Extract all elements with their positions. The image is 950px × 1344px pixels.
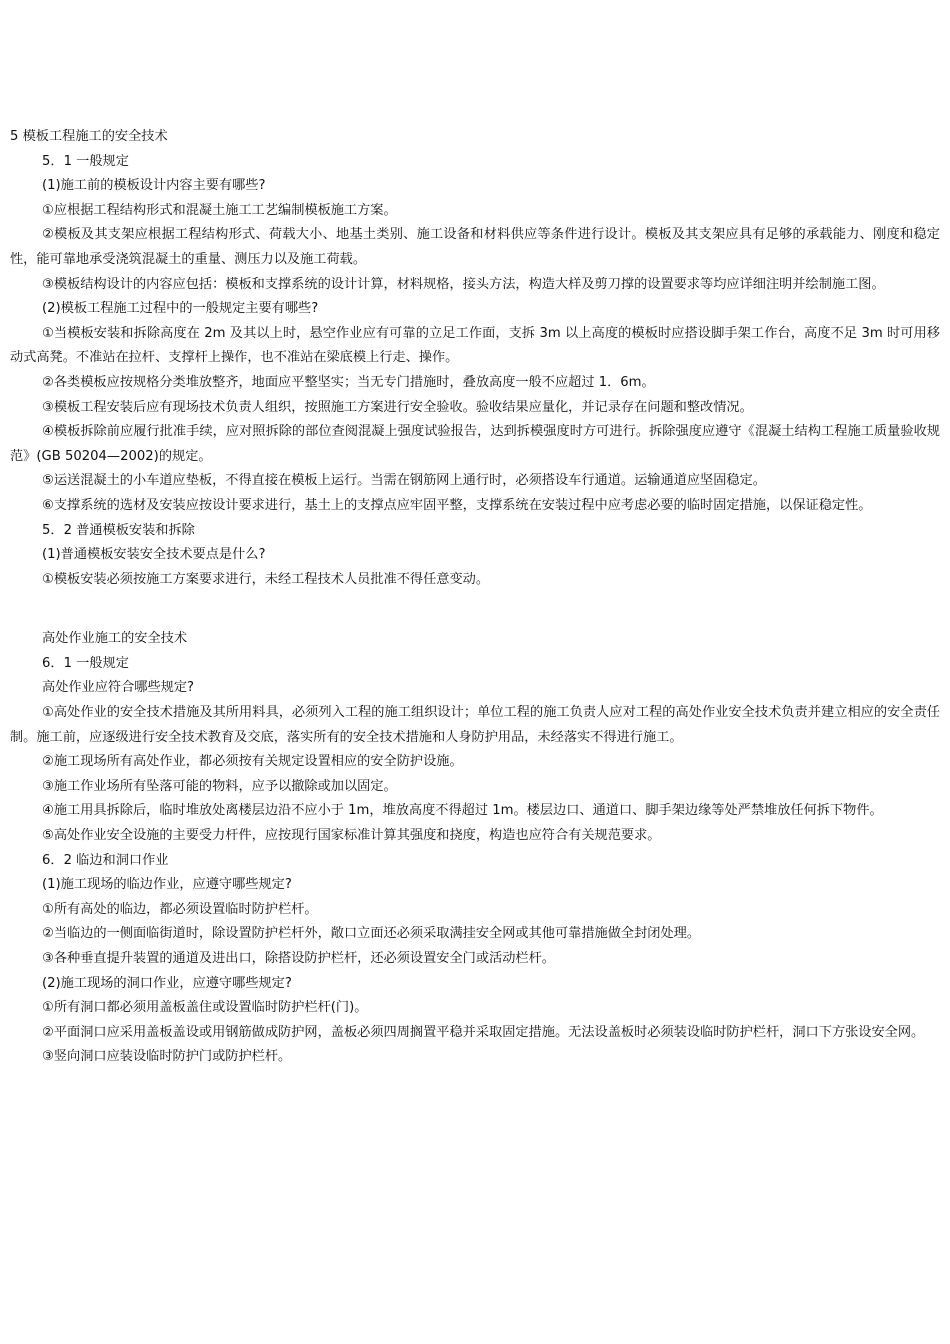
answer-item: ②施工现场所有高处作业，都必须按有关规定设置相应的安全防护设施。 bbox=[42, 754, 463, 770]
answer-item: ③竖向洞口应装设临时防护门或防护栏杆。 bbox=[42, 1049, 292, 1065]
question-6-2-1: (1)施工现场的临边作业，应遵守哪些规定? bbox=[42, 877, 292, 893]
section-5-1-heading: 5．1 一般规定 bbox=[42, 153, 129, 169]
document-page bbox=[10, 125, 940, 1070]
section-6-2-heading: 6．2 临边和洞口作业 bbox=[42, 852, 169, 868]
answer-item: ③施工作业场所有坠落可能的物料，应予以撤除或加以固定。 bbox=[42, 778, 397, 794]
answer-item: ④模板拆除前应履行批准手续，应对照拆除的部位查阅混凝上强度试验报告，达到拆模强度时方可进行。拆除强度应遵守《混凝土结构工程施工质量验收规范》(GB 50204—2002)的规定。 bbox=[10, 424, 940, 464]
section-6-1-heading: 6．1 一般规定 bbox=[42, 655, 129, 671]
answer-item: ①高处作业的安全技术措施及其所用料具，必须列入工程的施工组织设计；单位工程的施工负责人应对工程的高处作业安全技术负责并建立相应的安全责任制。施工前，应逐级进行安全技术教育及交底，落实所有的安全技术措施和人身防护用品，未经落实不得进行施工。 bbox=[10, 705, 940, 745]
answer-item: ①所有洞口都必须用盖板盖住或设置临时防护栏杆(门)。 bbox=[42, 1000, 368, 1016]
question-6-1: 高处作业应符合哪些规定? bbox=[42, 680, 195, 696]
question-5-1-2: (2)模板工程施工过程中的一般规定主要有哪些? bbox=[42, 301, 319, 317]
answer-item: ⑥支撑系统的选材及安装应按设计要求进行，基土上的支撑点应牢固平整，支撑系统在安装过程中应考虑必要的临时固定措施，以保证稳定性。 bbox=[42, 497, 872, 513]
answer-item: ②模板及其支架应根据工程结构形式、荷载大小、地基土类别、施工设备和材料供应等条件进行设计。模板及其支架应具有足够的承载能力、刚度和稳定性，能可靠地承受浇筑混凝土的重量、测压力以及施工荷载。 bbox=[10, 227, 940, 267]
answer-item: ⑤高处作业安全设施的主要受力杆件，应按现行国家标准计算其强度和挠度，构造也应符合有关规范要求。 bbox=[42, 828, 661, 844]
question-5-1-1: (1)施工前的模板设计内容主要有哪些? bbox=[42, 178, 266, 194]
question-5-2-1: (1)普通模板安装安全技术要点是什么? bbox=[42, 547, 266, 563]
answer-item: ⑤运送混凝土的小车道应垫板，不得直接在模板上运行。当需在钢筋网上通行时，必须搭设车行通道。运输通道应坚固稳定。 bbox=[42, 473, 766, 489]
answer-item: ①应根据工程结构形式和混凝土施工工艺编制模板施工方案。 bbox=[42, 202, 397, 218]
section-gap bbox=[10, 592, 940, 627]
answer-item: ②当临边的一侧面临街道时，除设置防护栏杆外，敞口立面还必须采取满挂安全网或其他可靠措施做全封闭处理。 bbox=[42, 926, 701, 942]
answer-item: ①模板安装必须按施工方案要求进行，未经工程技术人员批准不得任意变动。 bbox=[42, 571, 490, 587]
answer-item: ②平面洞口应采用盖板盖设或用钢筋做成防护网，盖板必须四周搁置平稳并采取固定措施。无法设盖板时必须装设临时防护栏杆，洞口下方张设安全网。 bbox=[42, 1024, 925, 1040]
answer-item: ②各类模板应按规格分类堆放整齐，地面应平整坚实；当无专门措施时，叠放高度一般不应超过 1．6m。 bbox=[42, 374, 655, 390]
question-6-2-2: (2)施工现场的洞口作业，应遵守哪些规定? bbox=[42, 975, 292, 991]
answer-item: ③各种垂直提升装置的通道及进出口，除搭设防护栏杆，还必须设置安全门或活动栏杆。 bbox=[42, 951, 555, 966]
answer-item: ①所有高处的临边，都必须设置临时防护栏杆。 bbox=[42, 901, 318, 917]
section-5-title: 5 模板工程施工的安全技术 bbox=[10, 129, 168, 144]
section-5-2-heading: 5．2 普通模板安装和拆除 bbox=[42, 522, 195, 538]
answer-item: ③模板结构设计的内容应包括：模板和支撑系统的设计计算，材料规格，接头方法，构造大样及剪刀撑的设置要求等均应详细注明并绘制施工图。 bbox=[42, 276, 885, 292]
section-6-title: 高处作业施工的安全技术 bbox=[42, 631, 188, 647]
answer-item: ①当模板安装和拆除高度在 2m 及其以上时，悬空作业应有可靠的立足工作面，支拆 3m 以上高度的模板时应搭设脚手架工作台，高度不足 3m 时可用移动式高凳。不准站在拉杆、支撑杆上操作，也不准站在梁底模上行走、操作。 bbox=[10, 325, 940, 366]
answer-item: ③模板工程安装后应有现场技术负责人组织，按照施工方案进行安全验收。验收结果应量化，并记录存在问题和整改情况。 bbox=[42, 399, 753, 415]
answer-item: ④施工用具拆除后，临时堆放处离楼层边沿不应小于 1m，堆放高度不得超过 1m。楼层边口、通道口、脚手架边缘等处严禁堆放任何拆下物件。 bbox=[42, 803, 883, 819]
